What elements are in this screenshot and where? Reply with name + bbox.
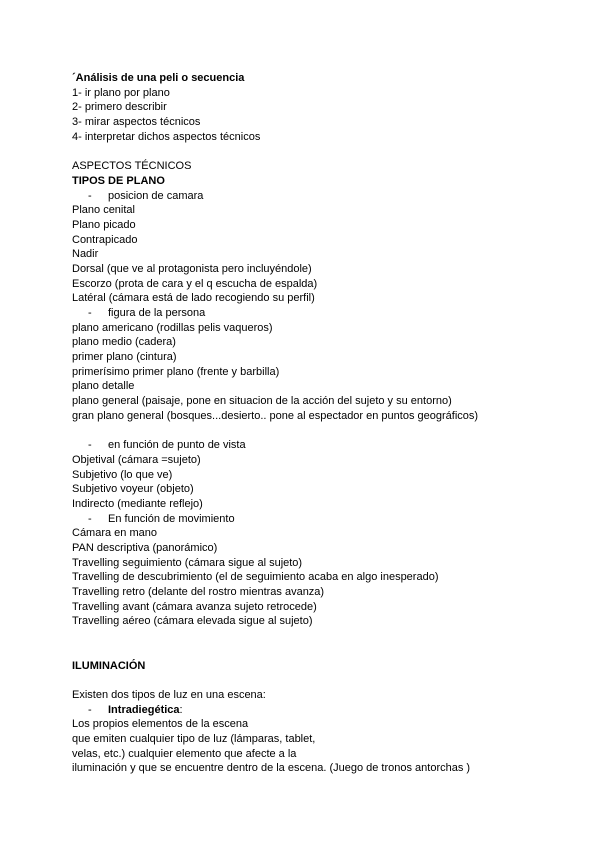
list-item: Plano picado [72,218,136,231]
list-item: Travelling avant (cámara avanza sujeto retrocede) [72,600,317,613]
list-item: Contrapicado [72,233,138,246]
bullet-figura [72,306,572,321]
list-item: primerísimo primer plano (frente y barbilla) [72,365,280,378]
bullet-intradiegetica [72,703,572,718]
list-item: Nadir [72,248,99,261]
paragraph-line: Los propios elementos de la escena [72,718,249,731]
bullet-posicion [72,189,572,204]
subheading-tipos-de-plano: TIPOS DE PLANO [72,174,165,187]
list-item: PAN descriptiva (panorámico) [72,542,218,554]
bullet-label: posicion de camara [108,189,204,202]
list-item: Plano cenital [72,204,135,217]
intro-step: 4- interpretar dichos aspectos técnicos [72,130,261,143]
list-item: Travelling seguimiento (cámara sigue al sujeto) [72,556,303,569]
bullet-label: Intradiegética [108,703,180,716]
bullet-label: En función de movimiento [108,512,235,525]
bullet-punto-de-vista [72,438,572,453]
bullet-suffix: : [179,703,183,716]
bullet-dash: - [88,439,92,452]
bullet-dash: - [88,512,92,525]
list-item: Travelling aéreo (cámara elevada sigue al sujeto) [72,615,313,628]
section-heading-aspectos: ASPECTOS TÉCNICOS [72,160,192,173]
bullet-label: en función de punto de vista [108,439,246,452]
spacer [72,144,572,159]
intro-step: 1- ir plano por plano [72,86,170,99]
intro-step: 3- mirar aspectos técnicos [72,116,201,129]
spacer [72,629,572,658]
paragraph-line: velas, etc.) cualquier elemento que afecte a la [72,747,297,760]
document-body [72,71,572,776]
section-heading-iluminacion: ILUMINACIÓN [72,659,146,672]
bullet-dash: - [88,189,92,202]
list-item: Travelling de descubrimiento (el de seguimiento acaba en algo inesperado) [72,571,439,584]
list-item: Subjetivo voyeur (objeto) [72,483,194,496]
list-item: Escorzo (prota de cara y el q escucha de espalda) [72,277,318,290]
intro-step: 2- primero describir [72,101,167,114]
list-item: Latéral (cámara está de lado recogiendo su perfil) [72,292,315,305]
spacer [72,424,572,439]
bullet-label: figura de la persona [108,307,206,319]
list-item: Dorsal (que ve al protagonista pero incluyéndole) [72,262,312,275]
list-item: Objetival (cámara =sujeto) [72,453,201,466]
list-item: plano general (paisaje, pone en situacion de la acción del sujeto y su entorno) [72,395,452,408]
paragraph-line: iluminación y que se encuentre dentro de la escena. (Juego de tronos antorchas ) [72,762,471,775]
iluminacion-intro: Existen dos tipos de luz en una escena: [72,688,266,701]
list-item: Travelling retro (delante del rostro mientras avanza) [72,586,325,599]
list-item: gran plano general (bosques...desierto.. pone al espectador en puntos geográficos) [72,409,479,422]
list-item: Cámara en mano [72,527,157,540]
bullet-movimiento [72,512,572,527]
list-item: primer plano (cintura) [72,351,177,364]
paragraph-line: que emiten cualquier tipo de luz (lámparas, tablet, [72,732,316,745]
document-title: ´Análisis de una peli o secuencia [72,72,245,84]
list-item: Subjetivo (lo que ve) [72,468,173,481]
bullet-dash: - [88,703,92,716]
list-item: plano detalle [72,380,135,393]
list-item: plano americano (rodillas pelis vaqueros) [72,321,273,334]
list-item: Indirecto (mediante reflejo) [72,497,203,510]
list-item: plano medio (cadera) [72,336,176,349]
spacer [72,673,572,688]
bullet-dash: - [88,307,92,319]
